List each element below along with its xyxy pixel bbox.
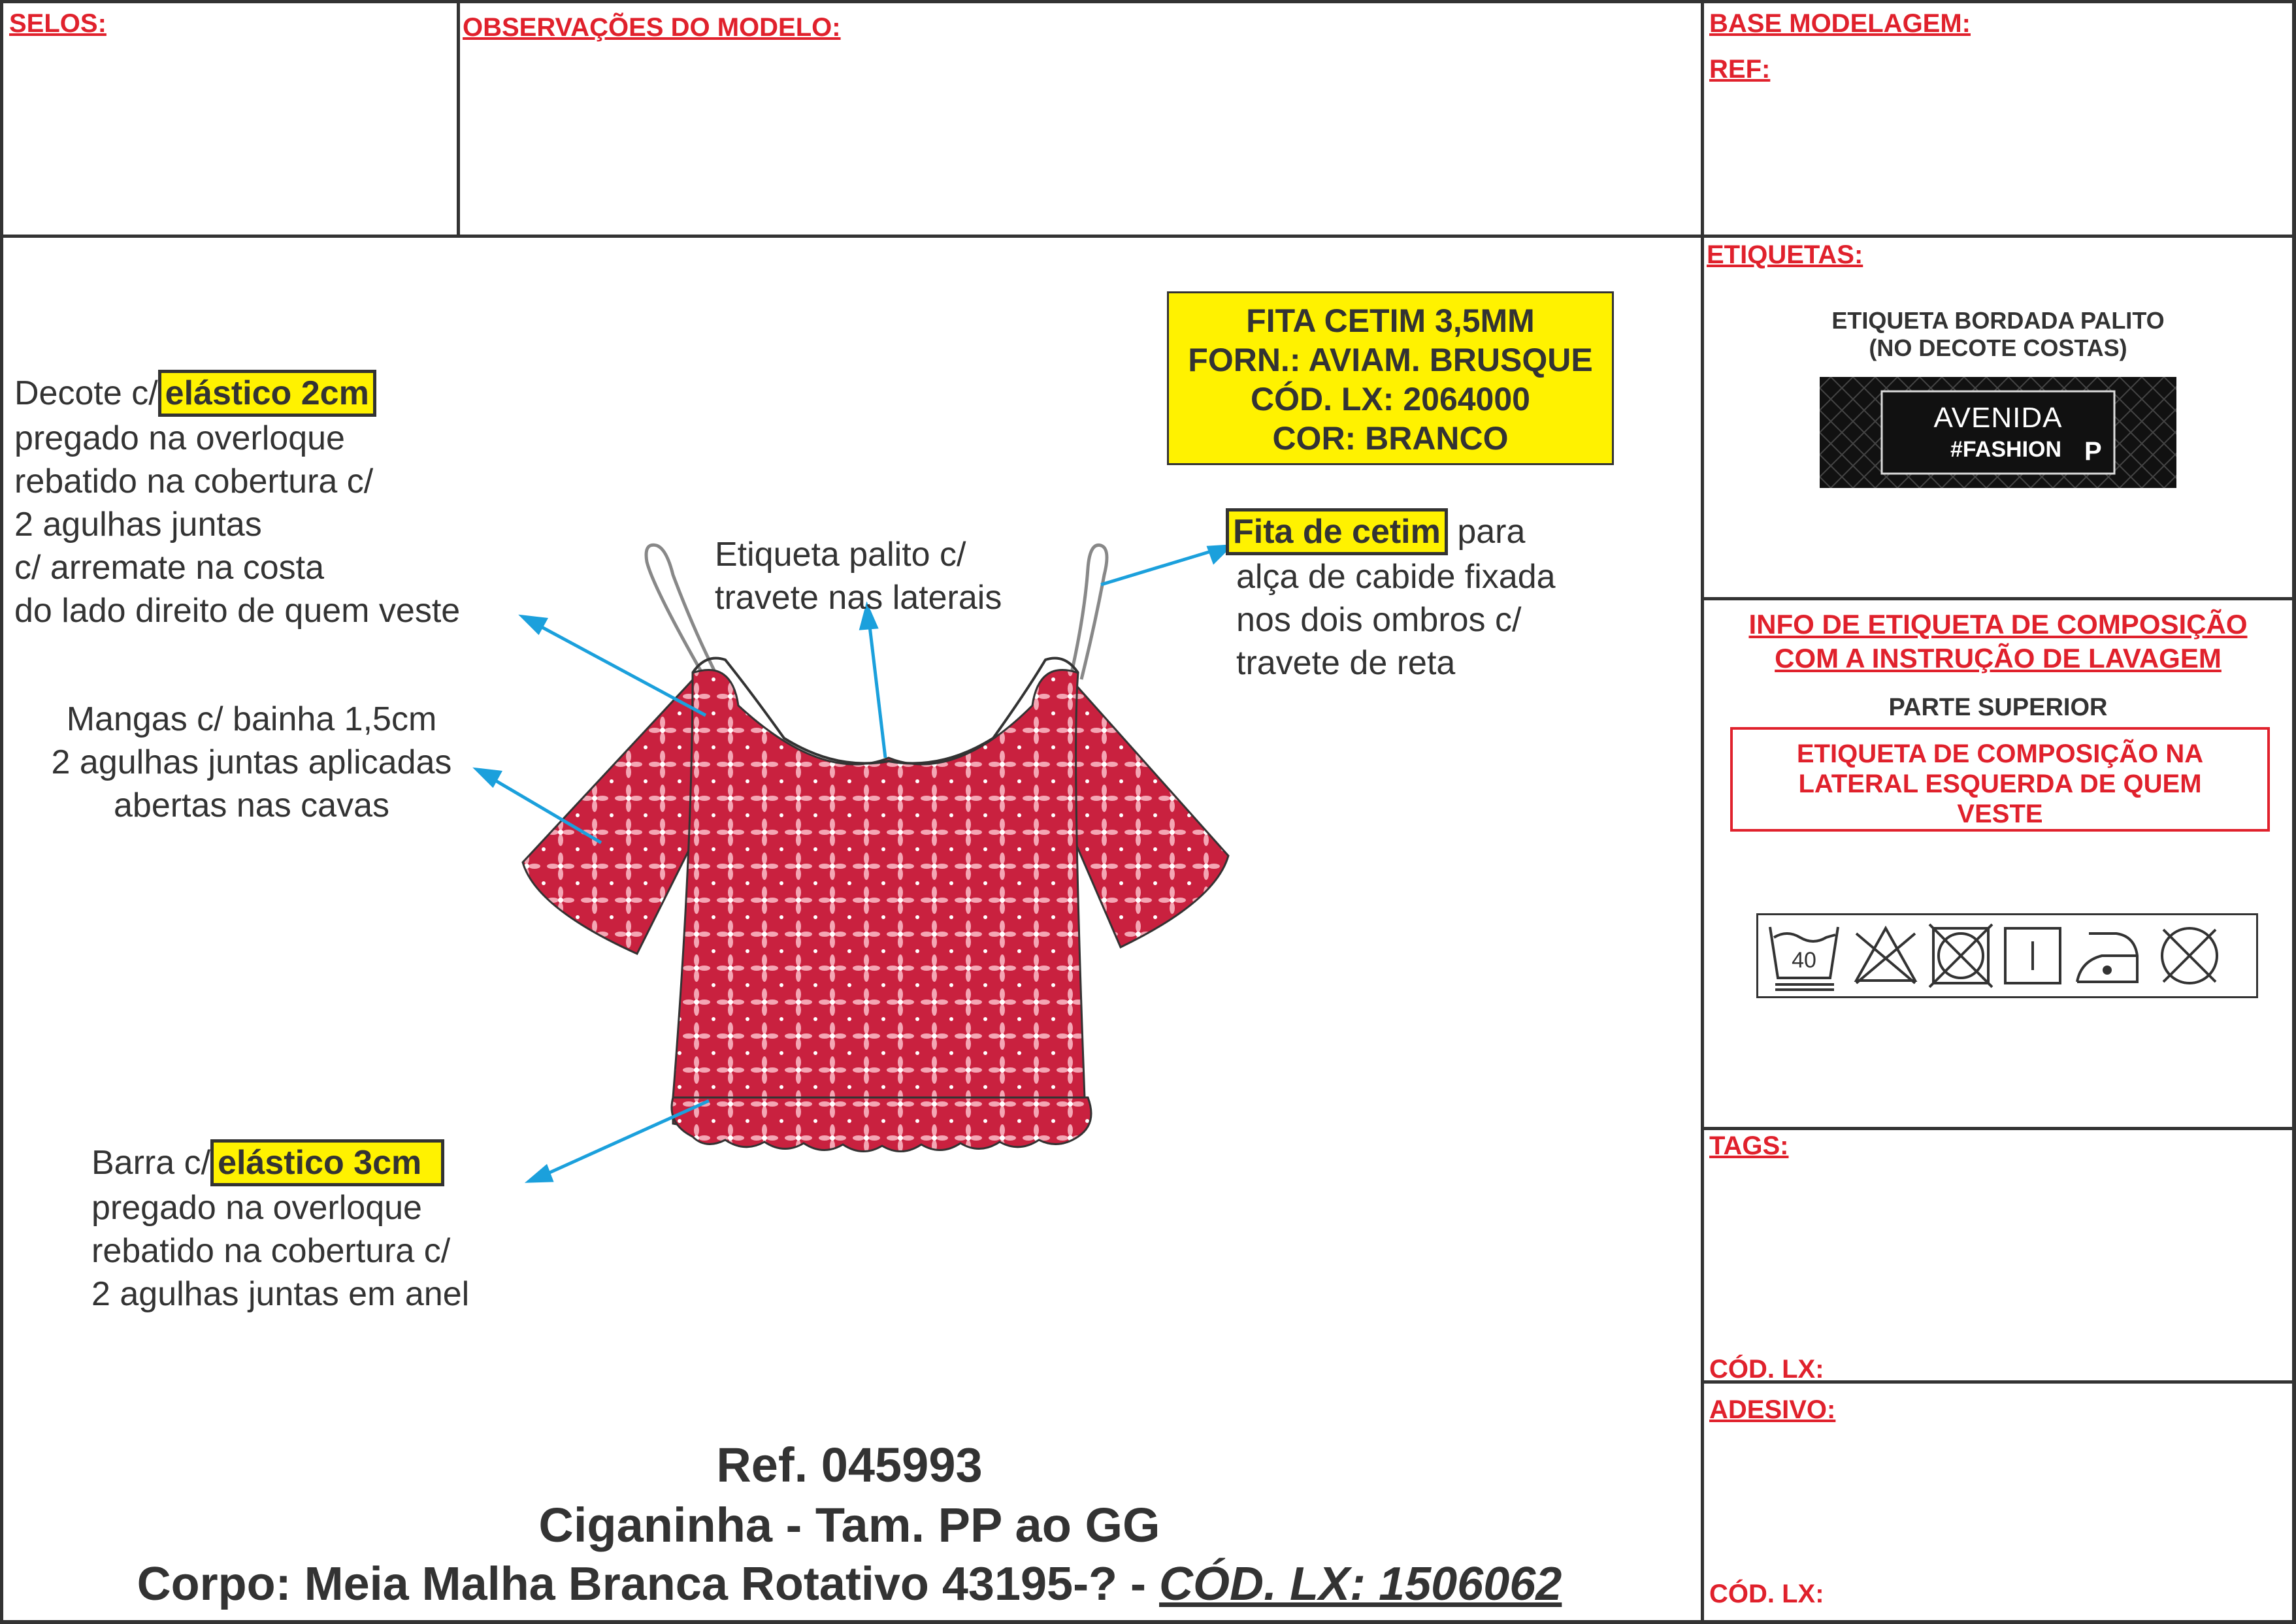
note-barra bbox=[91, 1139, 469, 1316]
sidebar-sep-2 bbox=[1701, 1127, 2296, 1130]
model-name-title: Ciganinha - Tam. PP ao GG bbox=[538, 1498, 1160, 1552]
care-symbols-strip bbox=[1756, 913, 2258, 998]
sidebar-sep-1 bbox=[1701, 597, 2296, 600]
fita-box-line: CÓD. LX: 2064000 bbox=[1251, 381, 1530, 417]
etiqueta-composicao-line1: ETIQUETA DE COMPOSIÇÃO NA bbox=[1796, 739, 2204, 768]
note-mangas-line: Mangas c/ bainha 1,5cm bbox=[66, 700, 437, 738]
note-barra-first-line bbox=[91, 1139, 469, 1186]
note-fita-line: nos dois ombros c/ bbox=[1236, 601, 1522, 639]
note-mangas-line: 2 agulhas juntas aplicadas bbox=[51, 743, 452, 781]
line-dry-icon bbox=[2005, 928, 2060, 983]
no-dry-clean-icon bbox=[2162, 928, 2217, 983]
no-bleach-icon bbox=[1856, 928, 1915, 983]
etiqueta-bordada-line2: (NO DECOTE COSTAS) bbox=[1869, 334, 2127, 361]
note-barra-line: 2 agulhas juntas em anel bbox=[91, 1275, 470, 1313]
note-decote-line: 2 agulhas juntas bbox=[14, 506, 262, 544]
note-decote-first-line bbox=[14, 370, 460, 417]
fita-box-line: COR: BRANCO bbox=[1272, 420, 1509, 457]
note-barra-prefix: Barra c/ bbox=[91, 1144, 211, 1182]
ref-title: Ref. 045993 bbox=[716, 1438, 983, 1492]
no-tumble-dry-icon bbox=[1929, 924, 1992, 987]
note-barra-line: rebatido na cobertura c/ bbox=[91, 1232, 451, 1270]
note-fita-line: travete de reta bbox=[1236, 644, 1456, 682]
base-modelagem-label: BASE MODELAGEM: bbox=[1709, 9, 1971, 38]
note-mangas-line: abertas nas cavas bbox=[113, 787, 390, 824]
brand-tag: #FASHION bbox=[1950, 437, 2062, 462]
frame-bottom bbox=[0, 1620, 2296, 1624]
etiqueta-composicao-line2: LATERAL ESQUERDA DE QUEM bbox=[1798, 770, 2202, 798]
note-fita-line: alça de cabide fixada bbox=[1236, 558, 1556, 596]
note-fita-highlight: Fita de cetim bbox=[1226, 508, 1448, 555]
corpo-cod: CÓD. LX: 1506062 bbox=[1159, 1558, 1562, 1610]
info-composicao-line1: INFO DE ETIQUETA DE COMPOSIÇÃO bbox=[1748, 609, 2248, 640]
note-decote-line: do lado direito de quem veste bbox=[14, 592, 461, 630]
brand-size: P bbox=[2084, 437, 2102, 466]
cod-lx-label-2: CÓD. LX: bbox=[1709, 1580, 1824, 1608]
note-barra-line: pregado na overloque bbox=[91, 1189, 422, 1227]
note-decote-prefix: Decote c/ bbox=[14, 374, 158, 412]
right-strap bbox=[1072, 545, 1107, 679]
note-fita-cetim bbox=[1226, 508, 1556, 685]
note-etiqueta-palito bbox=[715, 533, 1002, 619]
right-sleeve bbox=[1058, 673, 1228, 947]
brand-name: AVENIDA bbox=[1933, 402, 2063, 434]
note-mangas bbox=[13, 698, 490, 827]
parte-superior-label: PARTE SUPERIOR bbox=[1888, 694, 2108, 721]
adesivo-label: ADESIVO: bbox=[1709, 1395, 1836, 1424]
ref-label: REF: bbox=[1709, 55, 1771, 84]
note-etiqueta-palito-line: Etiqueta palito c/ bbox=[715, 536, 966, 574]
corpo-title bbox=[0, 1557, 1699, 1611]
note-barra-highlight: elástico 3cm bbox=[210, 1139, 444, 1186]
garment-body bbox=[673, 670, 1085, 1143]
etiqueta-bordada-text bbox=[1704, 307, 2292, 362]
brand-label bbox=[1820, 377, 2176, 488]
fita-cetim-info-box bbox=[1167, 291, 1614, 465]
observacoes-label: OBSERVAÇÕES DO MODELO: bbox=[463, 13, 841, 42]
note-decote-line: c/ arremate na costa bbox=[14, 549, 324, 587]
note-fita-first-line bbox=[1226, 508, 1556, 555]
tags-label: TAGS: bbox=[1709, 1131, 1789, 1160]
cod-lx-label-1: CÓD. LX: bbox=[1709, 1355, 1824, 1384]
note-decote bbox=[14, 370, 460, 632]
fita-box-line: FITA CETIM 3,5MM bbox=[1246, 302, 1535, 339]
care-symbols bbox=[1758, 915, 2256, 996]
note-decote-line: pregado na overloque bbox=[14, 419, 345, 457]
selos-label: SELOS: bbox=[9, 9, 107, 38]
etiqueta-composicao-box bbox=[1730, 727, 2270, 832]
note-fita-suffix: para bbox=[1457, 513, 1526, 551]
etiqueta-composicao-line3: VESTE bbox=[1957, 800, 2043, 828]
iron-low-icon bbox=[2077, 934, 2137, 982]
left-strap bbox=[646, 545, 715, 679]
info-composicao-line2: COM A INSTRUÇÃO DE LAVAGEM bbox=[1775, 643, 2222, 674]
etiquetas-label: ETIQUETAS: bbox=[1707, 240, 1863, 269]
fita-box-line: FORN.: AVIAM. BRUSQUE bbox=[1188, 342, 1593, 378]
garment-hem bbox=[672, 1097, 1091, 1152]
corpo-text: Corpo: Meia Malha Branca Rotativo 43195-? - bbox=[137, 1558, 1160, 1610]
note-decote-highlight: elástico 2cm bbox=[158, 370, 376, 417]
etiqueta-bordada-line1: ETIQUETA BORDADA PALITO bbox=[1831, 307, 2165, 334]
note-etiqueta-palito-line: travete nas laterais bbox=[715, 579, 1002, 617]
wash-temp: 40 bbox=[1792, 948, 1816, 973]
note-decote-line: rebatido na cobertura c/ bbox=[14, 463, 374, 500]
info-composicao-title bbox=[1704, 608, 2292, 675]
